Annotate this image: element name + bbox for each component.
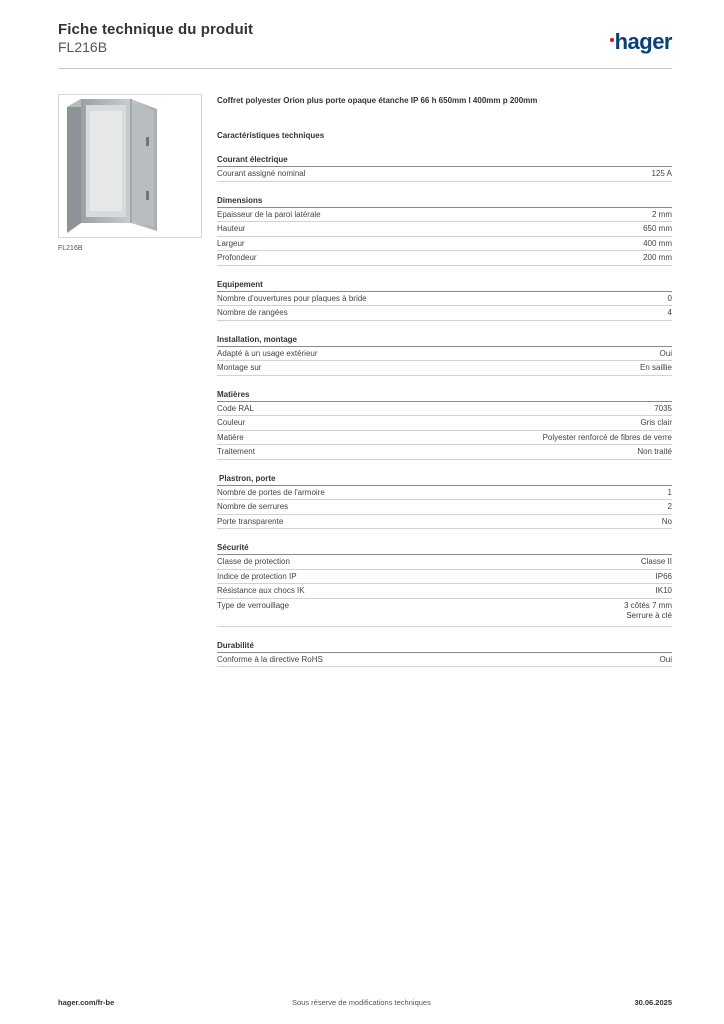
spec-heading: Caractéristiques techniques	[217, 131, 325, 140]
section-title: Installation, montage	[217, 335, 672, 347]
spec-value: 200 mm	[643, 253, 672, 262]
page-header	[58, 21, 672, 69]
spec-row	[217, 347, 672, 362]
spec-value: En saillie	[639, 363, 672, 372]
footer-website-link[interactable]: hager.com/fr-be	[58, 998, 115, 1007]
hager-logo[interactable]	[610, 29, 672, 55]
spec-value: No	[661, 516, 672, 526]
spec-value: Polyester renforcé de fibres de verre	[542, 432, 672, 442]
spec-label: Code RAL	[217, 403, 254, 413]
spec-row	[217, 402, 672, 417]
spec-section	[217, 390, 672, 460]
spec-label: Profondeur	[217, 253, 257, 262]
spec-row	[217, 486, 672, 501]
section-title: Sécurité	[217, 543, 672, 555]
spec-section	[217, 335, 672, 376]
spec-label: Nombre d'ouvertures pour plaques à bride	[217, 293, 367, 303]
spec-value: 2	[667, 502, 672, 511]
spec-row	[217, 584, 672, 599]
spec-label: Adapté à un usage extérieur	[217, 348, 318, 358]
section-title: Matières	[217, 390, 672, 402]
spec-label: Indice de protection IP	[217, 571, 297, 581]
spec-value: 7035	[654, 403, 672, 413]
spec-label: Epaisseur de la paroi latérale	[217, 209, 321, 219]
spec-label: Conforme à la directive RoHS	[217, 654, 323, 664]
spec-label: Hauteur	[217, 224, 246, 233]
spec-value: 1	[667, 487, 672, 497]
product-description: Coffret polyester Orion plus porte opaque étanche IP 66 h 650mm l 400mm p 200mm	[217, 96, 538, 105]
spec-section	[217, 474, 672, 530]
spec-value: Classe II	[640, 557, 672, 566]
spec-label: Résistance aux chocs IK	[217, 586, 305, 595]
spec-label: Classe de protection	[217, 557, 290, 566]
spec-row	[217, 222, 672, 237]
spec-row	[217, 416, 672, 431]
logo-text: hager	[614, 29, 672, 54]
header-divider	[58, 68, 672, 69]
enclosure-cabinet-icon	[59, 95, 201, 237]
spec-row	[217, 431, 672, 446]
spec-label: Nombre de serrures	[217, 502, 289, 511]
spec-value: 4	[667, 308, 672, 317]
spec-row	[217, 306, 672, 321]
spec-row	[217, 167, 672, 182]
spec-row	[217, 237, 672, 252]
spec-value: IP66	[655, 571, 672, 581]
spec-value: Gris clair	[640, 418, 672, 427]
spec-row	[217, 208, 672, 223]
spec-content	[217, 96, 672, 667]
spec-label: Porte transparente	[217, 516, 284, 526]
spec-value-line: 3 côtés 7 mm	[623, 600, 672, 610]
spec-label: Nombre de portes de l'armoire	[217, 487, 325, 497]
footer-date: 30.06.2025	[634, 998, 672, 1007]
spec-value: Oui	[659, 348, 672, 358]
spec-value: 0	[667, 293, 672, 303]
spec-row	[217, 251, 672, 266]
spec-label: Couleur	[217, 418, 246, 427]
spec-row	[217, 500, 672, 515]
section-title: Durabilité	[217, 641, 672, 653]
spec-section	[217, 543, 672, 627]
image-caption: FL216B	[58, 245, 83, 252]
section-title: Courant électrique	[217, 155, 672, 167]
spec-row	[217, 515, 672, 530]
product-image	[58, 94, 202, 238]
spec-section	[217, 641, 672, 668]
spec-value: Oui	[659, 654, 672, 664]
spec-label: Courant assigné nominal	[217, 169, 306, 178]
spec-label: Montage sur	[217, 363, 262, 372]
spec-row	[217, 292, 672, 307]
spec-value: 650 mm	[643, 224, 672, 233]
spec-value: 125 A	[651, 169, 672, 178]
spec-value: Non traité	[637, 447, 672, 456]
spec-value-line: Serrure à clé	[626, 611, 672, 620]
product-reference: FL216B	[58, 39, 108, 55]
spec-row	[217, 599, 672, 627]
spec-row	[217, 445, 672, 460]
spec-label: Traitement	[217, 447, 255, 456]
logo-dot-icon	[610, 38, 614, 42]
spec-label: Nombre de rangées	[217, 308, 288, 317]
spec-value	[624, 601, 672, 622]
section-title: Equipement	[217, 280, 672, 292]
spec-value: IK10	[655, 586, 672, 595]
spec-section	[217, 280, 672, 321]
spec-section	[217, 196, 672, 266]
section-title: Dimensions	[217, 196, 672, 208]
spec-row	[217, 361, 672, 376]
footer-notice: Sous réserve de modifications techniques	[292, 998, 431, 1007]
spec-section	[217, 155, 672, 182]
spec-label: Type de verrouillage	[217, 600, 290, 610]
spec-label: Largeur	[217, 238, 245, 248]
spec-row	[217, 555, 672, 570]
spec-value: 2 mm	[652, 209, 672, 219]
spec-label: Matière	[217, 432, 244, 442]
spec-row	[217, 653, 672, 668]
spec-row	[217, 570, 672, 585]
page-title: Fiche technique du produit	[58, 21, 254, 38]
section-title: Plastron, porte	[217, 474, 672, 486]
spec-value: 400 mm	[643, 238, 672, 248]
